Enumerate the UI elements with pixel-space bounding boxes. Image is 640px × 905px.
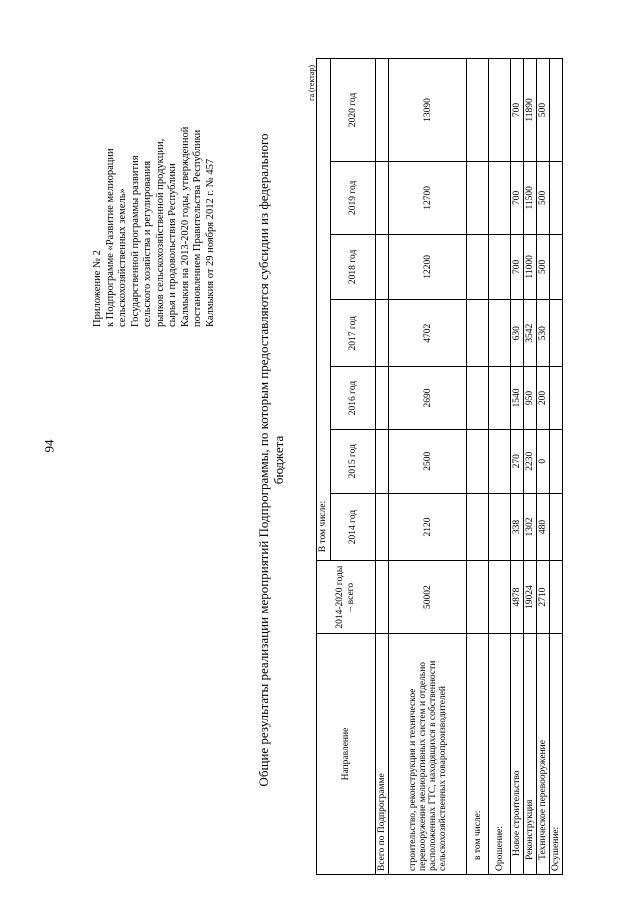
- cell-value: 12200: [389, 234, 467, 299]
- cell-value: [467, 429, 489, 493]
- header-including: В том числе:: [317, 59, 331, 561]
- cell-value: [467, 59, 489, 162]
- cell-value: [467, 161, 489, 234]
- cell-value: [376, 367, 389, 429]
- cell-value: 530: [537, 300, 550, 367]
- table-row: [511, 59, 524, 875]
- appendix-line: постановлением Правительства Республики: [192, 129, 203, 327]
- cell-value: 13090: [389, 59, 467, 162]
- row-label: строительство, реконструкция и техническое перевооружение мелиоративных систем и отдельно расположенных ГТС, находящихся в собственности сельскохозяйственных товаропроизводителей: [389, 634, 467, 875]
- header-direction: Направление: [317, 634, 376, 875]
- cell-value: [550, 161, 563, 234]
- cell-value: [489, 300, 511, 367]
- cell-value: [467, 234, 489, 299]
- cell-value: 11000: [524, 234, 537, 299]
- header-year: 2014 год: [331, 493, 376, 560]
- cell-value: 2500: [389, 429, 467, 493]
- cell-value: [376, 429, 389, 493]
- table-row: [467, 59, 489, 875]
- cell-value: [376, 59, 389, 162]
- cell-value: [376, 234, 389, 299]
- cell-value: 11890: [524, 59, 537, 162]
- appendix-line: к Подпрограмме «Развитие мелиорации: [104, 148, 116, 327]
- cell-value: 19024: [524, 561, 537, 634]
- appendix-line: Калмыкия от 29 ноября 2012 г. № 457: [204, 158, 216, 327]
- cell-value: [550, 59, 563, 162]
- cell-value: [467, 561, 489, 634]
- header-year: 2017 год: [331, 300, 376, 367]
- appendix-line: сельскохозяйственных земель»: [117, 188, 128, 327]
- cell-value: 12700: [389, 161, 467, 234]
- cell-value: [376, 561, 389, 634]
- cell-value: [489, 367, 511, 429]
- cell-value: [550, 493, 563, 560]
- cell-value: [550, 367, 563, 429]
- document-title: [256, 45, 286, 875]
- cell-value: [376, 300, 389, 367]
- cell-value: 4702: [389, 300, 467, 367]
- cell-value: [489, 161, 511, 234]
- title-line-2: бюджета: [271, 435, 286, 485]
- cell-value: 2120: [389, 493, 467, 560]
- row-label: Техническое перевооружение: [537, 634, 550, 875]
- table-row: [489, 59, 511, 875]
- header-year: 2018 год: [331, 234, 376, 299]
- table-row: [550, 59, 563, 875]
- cell-value: 1302: [524, 493, 537, 560]
- appendix-line: рынков сельскохозяйственной продукции,: [154, 138, 166, 327]
- row-label: в том числе:: [467, 634, 489, 875]
- cell-value: 2710: [537, 561, 550, 634]
- header-year: 2019 год: [331, 161, 376, 234]
- table-row: [524, 59, 537, 875]
- appendix-note: [92, 77, 217, 327]
- cell-value: [376, 161, 389, 234]
- cell-value: 700: [511, 59, 524, 162]
- cell-value: 0: [537, 429, 550, 493]
- cell-value: 480: [537, 493, 550, 560]
- cell-value: [550, 429, 563, 493]
- table-row: [537, 59, 550, 875]
- cell-value: 270: [511, 429, 524, 493]
- results-table: [316, 58, 563, 875]
- unit-label: га (гектар): [307, 65, 316, 101]
- cell-value: 700: [511, 161, 524, 234]
- cell-value: 1540: [511, 367, 524, 429]
- header-year: 2020 год: [331, 59, 376, 162]
- cell-value: [467, 367, 489, 429]
- header-year: 2015 год: [331, 429, 376, 493]
- appendix-line: Калмыкия на 2013-2020 годы, утвержденной: [179, 126, 191, 327]
- row-label: Всего по Подпрограмме: [376, 634, 389, 875]
- cell-value: 338: [511, 493, 524, 560]
- cell-value: 3542: [524, 300, 537, 367]
- appendix-line: сырья и продовольствия Республики: [167, 163, 178, 327]
- cell-value: 2230: [524, 429, 537, 493]
- cell-value: 500: [537, 234, 550, 299]
- cell-value: 700: [511, 234, 524, 299]
- title-line-1: Общие результаты реализации мероприятий Подпрограммы, по которым предоставляются субсидии из федерального: [256, 133, 271, 787]
- row-label: Осушение:: [550, 634, 563, 875]
- row-label: Новое строительство: [511, 634, 524, 875]
- cell-value: 500: [537, 161, 550, 234]
- header-total: 2014-2020 годы – всего: [317, 561, 376, 634]
- page-number: 94: [41, 439, 57, 453]
- cell-value: [467, 493, 489, 560]
- cell-value: [550, 300, 563, 367]
- cell-value: 950: [524, 367, 537, 429]
- cell-value: [489, 429, 511, 493]
- cell-value: 200: [537, 367, 550, 429]
- header-year: 2016 год: [331, 367, 376, 429]
- row-label: Орошение:: [489, 634, 511, 875]
- cell-value: 11500: [524, 161, 537, 234]
- appendix-line: Приложение № 2: [92, 250, 103, 327]
- cell-value: [489, 493, 511, 560]
- cell-value: [489, 234, 511, 299]
- appendix-line: сельского хозяйства и регулирования: [142, 160, 153, 327]
- table-row: [389, 59, 467, 875]
- cell-value: 4878: [511, 561, 524, 634]
- cell-value: 630: [511, 300, 524, 367]
- cell-value: 500: [537, 59, 550, 162]
- cell-value: [550, 561, 563, 634]
- cell-value: [467, 300, 489, 367]
- row-label: Реконструкция: [524, 634, 537, 875]
- cell-value: 2690: [389, 367, 467, 429]
- table-body: [376, 59, 563, 875]
- cell-value: [489, 561, 511, 634]
- cell-value: [376, 493, 389, 560]
- appendix-line: Государственной программы развития: [129, 155, 141, 327]
- table-row: [376, 59, 389, 875]
- cell-value: [550, 234, 563, 299]
- cell-value: [489, 59, 511, 162]
- cell-value: 50002: [389, 561, 467, 634]
